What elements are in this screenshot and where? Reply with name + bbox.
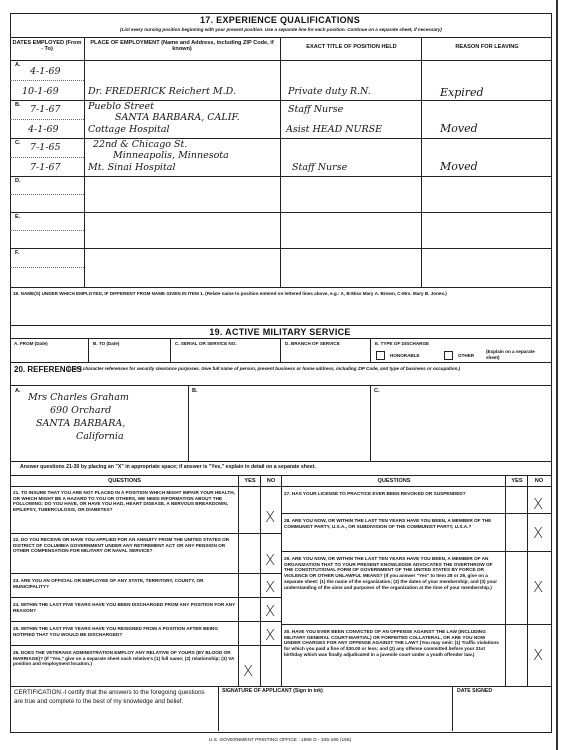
entry-a-title[interactable]: Private duty R.N.: [288, 86, 371, 97]
row-letter-b: B.: [15, 102, 21, 108]
row-line: [281, 513, 551, 514]
other-label: OTHER: [458, 353, 475, 358]
date-split: [10, 194, 84, 195]
printing-office-line: U.S. GOVERNMENT PRINTING OFFICE : 1968 O - 345-190 (156): [208, 738, 352, 743]
references-title: 20. REFERENCES: [14, 365, 83, 374]
row-line: [10, 573, 282, 574]
ref-c-letter: C.: [374, 388, 380, 394]
col-line: [218, 686, 219, 731]
col-title-header: EXACT TITLE OF POSITION HELD: [306, 44, 397, 50]
ref-a-line-2[interactable]: 690 Orchard: [50, 405, 112, 416]
question-24: 24. WITHIN THE LAST FIVE YEARS HAVE YOU BEEN DISCHARGED FROM ANY POSITION FOR ANY REASON?: [13, 602, 236, 613]
military-branch-label: D. BRANCH OF SERVICE: [285, 341, 340, 346]
explain-note: (Explain on a separate sheet): [486, 349, 535, 360]
ref-a-line-4[interactable]: California: [76, 431, 124, 442]
entry-a-reason[interactable]: Expired: [440, 86, 484, 99]
date-split: [10, 230, 84, 231]
military-from-label: A. FROM (Date): [14, 341, 48, 346]
right-page-edge: [556, 0, 558, 750]
col-line: [505, 475, 506, 686]
row-letter-c: C.: [15, 140, 21, 146]
entry-b-place-2[interactable]: SANTA BARBARA, CALIF.: [115, 112, 240, 123]
q22-no-mark[interactable]: X: [265, 551, 276, 569]
col-line: [260, 475, 261, 686]
signature-label: SIGNATURE OF APPLICANT (Sign in ink): [222, 688, 323, 694]
entry-c-to[interactable]: 7-1-67: [30, 162, 61, 173]
row-line: [10, 533, 282, 534]
question-23: 23. ARE YOU AN OFFICIAL OR EMPLOYEE OF ANY STATE, TERRITORY, COUNTY, OR MUNICIPALITY?: [13, 578, 204, 589]
row-line: [10, 645, 282, 646]
military-serial-label: C. SERIAL OR SERVICE NO.: [175, 341, 237, 346]
question-26: 26. DOES THE VETERANS ADMINISTRATION EMPLOY ANY RELATIVE OF YOURS (BY BLOOD OR MARRIAGE)? (If "Yes," give on a separate sheet each relative's (1) full name; (2) relationship; (3) VA position and employment location.): [13, 650, 235, 667]
military-discharge-label: E. TYPE OF DISCHARGE: [375, 341, 430, 346]
entry-c-place-3[interactable]: Mt. Sinai Hospital: [88, 162, 176, 173]
col-place-header: PLACE OF EMPLOYMENT (Name and Address, including ZIP Code, if known): [90, 40, 274, 53]
experience-title: 17. EXPERIENCE QUALIFICATIONS: [199, 15, 361, 25]
references-instructions: (List 3 character references for security clearance purposes. Give full name of person, present business or home address, including ZIP Code, and type of business or occupation.): [68, 366, 461, 371]
rule: [10, 325, 551, 326]
q21-no-mark[interactable]: X: [265, 508, 276, 526]
date-split: [10, 267, 84, 268]
yes-left-header: YES: [244, 478, 256, 484]
military-to-label: B. TO (Date): [93, 341, 120, 346]
certification-text: CERTIFICATION.-I certify that the answers to the foregoing questions are true and complete to the best of my knowledge and belief.: [14, 689, 205, 705]
col-line: [527, 475, 528, 686]
questions-intro: Answer questions 21-30 by placing an "X" in appropriate space; if answer is "Yes," explain in detail on a separate sheet.: [20, 464, 316, 470]
entry-c-place-1[interactable]: 22nd & Chicago St.: [93, 139, 188, 150]
honorable-checkbox[interactable]: [376, 351, 385, 360]
item-18-label: 18. NAME(S) UNDER WHICH EMPLOYED, IF DIFFERENT FROM NAME GIVEN IN ITEM 1. (Relate name to position entered on lettered lines above, e.g.: A, B-Miss Mary A. Brown, C-Mrs. Mary B. Jones.): [13, 291, 447, 296]
question-25: 25. WITHIN THE LAST FIVE YEARS HAVE YOU RESIGNED FROM A POSITION AFTER BEING NOTIFIED THAT YOU WOULD BE DISCHARGED?: [13, 626, 218, 637]
col-line: [421, 37, 422, 287]
date-signed-field[interactable]: [456, 698, 546, 728]
signature-field[interactable]: [222, 698, 448, 728]
q25-no-mark[interactable]: X: [265, 626, 276, 644]
row-line: [10, 138, 551, 139]
no-right-header: NO: [534, 478, 544, 484]
col-reason-header: REASON FOR LEAVING: [455, 44, 519, 50]
rule: [10, 686, 551, 687]
col-line: [452, 686, 453, 731]
entry-c-title[interactable]: Staff Nurse: [292, 162, 348, 173]
col-line: [280, 37, 281, 287]
col-line: [170, 338, 171, 362]
row-letter-a: A.: [15, 62, 21, 68]
row-line: [10, 621, 282, 622]
yes-right-header: YES: [511, 478, 523, 484]
q24-no-mark[interactable]: X: [265, 602, 276, 620]
no-left-header: NO: [266, 478, 276, 484]
col-line: [238, 475, 239, 686]
entry-b-from[interactable]: 7-1-67: [30, 104, 61, 115]
entry-a-to[interactable]: 10-1-69: [22, 86, 59, 97]
q30-no-mark[interactable]: X: [533, 646, 544, 664]
row-line: [281, 551, 551, 552]
q28-no-mark[interactable]: X: [533, 524, 544, 542]
question-30: 30. HAVE YOU EVER BEEN CONVICTED OF AN OFFENSE AGAINST THE LAW (INCLUDING MILITARY GENERAL COURT-MARTIAL) OR FORFEITED COLLATERAL, OR ARE YOU NOW UNDER CHARGES FOR ANY OFFENSE AGAINST THE LAW? (You may omit: (1) Traffic violations for which you paid a fine of $30.00 or less; and (2) any offense committed before your 21st birthday which was finally adjudicated in a juvenile court under a youth offender law.): [284, 629, 499, 657]
rule: [10, 461, 551, 462]
row-line: [10, 287, 551, 288]
entry-c-from[interactable]: 7-1-65: [30, 142, 61, 153]
row-line: [10, 212, 551, 213]
ref-a-line-1[interactable]: Mrs Charles Graham: [28, 392, 129, 403]
question-29: 29. ARE YOU NOW, OR WITHIN THE LAST TEN YEARS HAVE YOU BEEN, A MEMBER OF AN ORGANIZATION THAT TO YOUR PRESENT KNOWLEDGE ADVOCATES THE OVERTHROW OF THE CONSTITUTIONAL FORM OF GOVERNMENT OF THE UNITED STATES BY FORCE OR VIOLENCE OR OTHER UNLAWFUL MEANS? (If you answer "Yes" to Item 28 or 29, give on a separate sheet: (1) the name of the organization; (2) the dates of your membership; and (3) your understanding of the aims and purposes of the organization at the time of your membership.): [284, 556, 498, 590]
ref-b-letter: B.: [192, 388, 198, 394]
date-split: [10, 157, 84, 158]
entry-c-reason[interactable]: Moved: [440, 160, 478, 173]
date-signed-label: DATE SIGNED: [457, 688, 493, 694]
col-line: [188, 385, 189, 461]
row-line: [10, 597, 282, 598]
question-28: 28. ARE YOU NOW, OR WITHIN THE LAST TEN YEARS HAVE YOU BEEN, A MEMBER OF THE COMMUNIST PARTY, U.S.A., OR SUBDIVISION OF THE COMMUNIST PARTY, U.S.A.?: [284, 518, 492, 529]
entry-c-place-2[interactable]: Minneapolis, Minnesota: [113, 150, 229, 161]
rule: [10, 362, 551, 363]
row-letter-e: E.: [15, 214, 21, 220]
col-line: [370, 338, 371, 362]
entry-a-from[interactable]: 4-1-69: [30, 66, 61, 77]
ref-a-line-3[interactable]: SANTA BARBARA,: [36, 418, 126, 429]
question-22: 22. DO YOU RECEIVE OR HAVE YOU APPLIED FOR AN ANNUITY FROM THE UNITED STATES OR DISTRICT OF COLUMBIA GOVERNMENT UNDER ANY RETIREMENT ACT OR ANY PENSION OR OTHER COMPENSATION FOR MILITARY OR NAVAL SERVICE?: [13, 537, 230, 554]
questions-right-header: QUESTIONS: [377, 478, 411, 484]
q27-no-mark[interactable]: X: [533, 495, 544, 513]
col-line: [84, 37, 85, 287]
entry-b-place-1[interactable]: Pueblo Street: [88, 101, 154, 112]
row-line: [10, 248, 551, 249]
question-27: 27. HAS YOUR LICENSE TO PRACTICE EVER BEEN REVOKED OR SUSPENDED?: [284, 491, 466, 496]
entry-a-place[interactable]: Dr. FREDERICK Reichert M.D.: [88, 86, 236, 97]
military-title: 19. ACTIVE MILITARY SERVICE: [209, 327, 351, 337]
row-line: [10, 176, 551, 177]
date-split: [10, 119, 84, 120]
other-checkbox[interactable]: [444, 351, 453, 360]
row-letter-d: D.: [15, 178, 21, 184]
date-split: [10, 80, 84, 81]
col-line: [281, 475, 282, 686]
col-line: [280, 338, 281, 362]
entry-b-to[interactable]: 4-1-69: [28, 124, 59, 135]
entry-b-title-2[interactable]: Asist HEAD NURSE: [286, 124, 383, 135]
ref-a-letter: A.: [15, 388, 21, 394]
row-letter-f: F.: [15, 250, 20, 256]
col-line: [88, 338, 89, 362]
entry-b-title[interactable]: Staff Nurse: [288, 104, 344, 115]
honorable-label: HONORABLE: [390, 353, 420, 358]
questions-left-header: QUESTIONS: [108, 478, 141, 484]
question-21: 21. TO INSURE THAT YOU ARE NOT PLACED IN A POSITION WHICH MIGHT IMPAIR YOUR HEALTH, OR WHICH MIGHT BE A HAZARD TO YOU OR OTHERS, WE NEED INFORMATION ABOUT THE FOLLOWING: DO YOU HAVE, OR HAVE YOU HAD, HEART DISEASE, A NERVOUS BREAKDOWN, EPILEPSY, TUBERCULOSIS, OR DIABETES?: [13, 490, 235, 513]
q29-no-mark[interactable]: X: [533, 578, 544, 596]
rule: [10, 385, 551, 386]
row-line: [281, 624, 551, 625]
col-dates-header: DATES EMPLOYED (From - To): [12, 40, 82, 53]
entry-b-reason[interactable]: Moved: [440, 122, 478, 135]
q26-no-mark[interactable]: X: [243, 662, 254, 680]
q23-no-mark[interactable]: X: [265, 578, 276, 596]
entry-b-place-3[interactable]: Cottage Hospital: [88, 124, 170, 135]
col-line: [370, 385, 371, 461]
experience-instructions: (List every nursing position beginning with your present position. Use a separate line for each position. Continue on a separate sheet, if necessary): [120, 27, 442, 32]
